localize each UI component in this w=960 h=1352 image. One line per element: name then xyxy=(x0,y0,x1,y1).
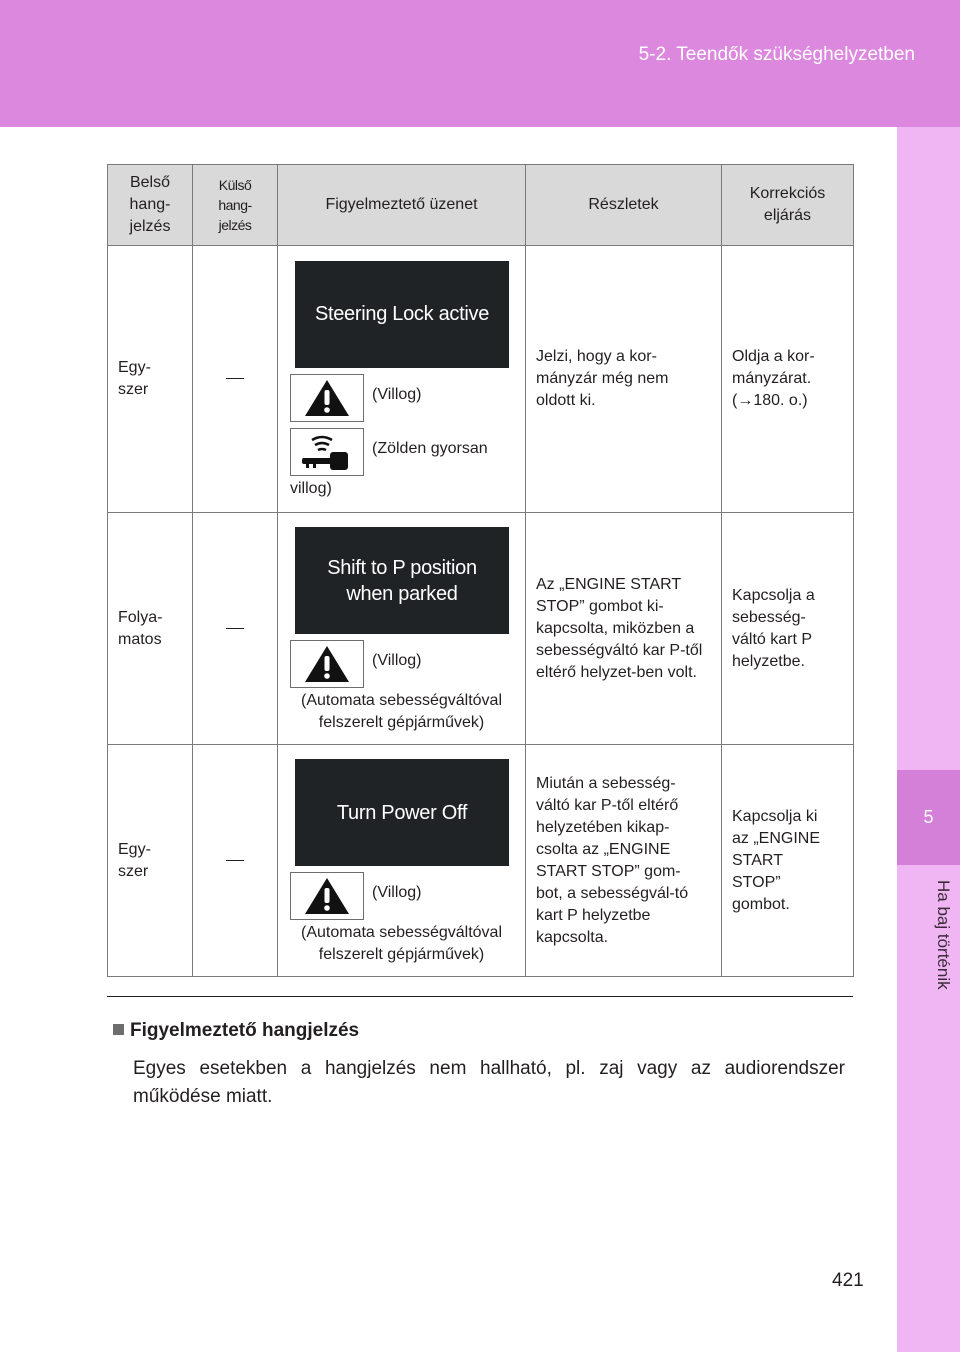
dash-mark xyxy=(226,628,244,629)
vehicle-note: (Automata sebességváltóval felszerelt gépjárművek) xyxy=(301,924,502,963)
table-row xyxy=(108,513,854,745)
section-divider xyxy=(107,996,853,997)
inner-buzzer-cell: Egy-szer xyxy=(108,246,193,513)
icon-note: (Zölden gyorsan xyxy=(372,439,488,457)
correction-cell: Kapcsolja a sebesség-váltó kart P helyzetbe. xyxy=(722,513,854,745)
details-cell: Az „ENGINE START STOP” gombot ki-kapcsolta, miközben a sebességváltó kar P-től eltérő helyzet-ben volt. xyxy=(526,513,722,745)
table-row xyxy=(108,745,854,977)
correction-cell: Oldja a kor-mányzárat. (→180. o.) xyxy=(722,246,854,513)
header-outer-buzzer: Külső hang-jelzés xyxy=(193,165,278,246)
warning-triangle-icon xyxy=(290,872,364,920)
square-bullet-icon xyxy=(113,1024,124,1035)
display-screen: Steering Lock active xyxy=(295,261,509,368)
dash-mark xyxy=(226,860,244,861)
header-details: Részletek xyxy=(526,165,722,246)
icon-note-continued: villog) xyxy=(290,479,332,497)
section-title: 5-2. Teendők szükséghelyzetben xyxy=(638,44,915,65)
message-cell xyxy=(278,246,526,513)
inner-buzzer-cell: Folya-matos xyxy=(108,513,193,745)
warning-triangle-icon xyxy=(290,374,364,422)
outer-buzzer-cell xyxy=(193,246,278,513)
section-heading: Figyelmeztető hangjelzés xyxy=(113,1020,359,1042)
header-correction: Korrekciós eljárás xyxy=(722,165,854,246)
header-inner-buzzer: Belső hang-jelzés xyxy=(108,165,193,246)
icon-note: (Villog) xyxy=(372,652,422,669)
message-cell xyxy=(278,513,526,745)
vehicle-note: (Automata sebességváltóval felszerelt gépjárművek) xyxy=(301,692,502,731)
table-row xyxy=(108,246,854,513)
chapter-title-tab: Ha baj történik xyxy=(934,880,953,990)
display-screen: Shift to P position when parked xyxy=(295,527,509,634)
details-cell: Jelzi, hogy a kor-mányzár még nem oldott ki. xyxy=(526,246,722,513)
inner-buzzer-cell: Egy-szer xyxy=(108,745,193,977)
display-screen: Turn Power Off xyxy=(295,759,509,866)
details-cell: Miután a sebesség-váltó kar P-től eltérő helyzetében kikap-csolta az „ENGINE START STOP” gom-bot, a sebességvál-tó kart P helyzetbe kapcsolta. xyxy=(526,745,722,977)
message-cell xyxy=(278,745,526,977)
dash-mark xyxy=(226,378,244,379)
outer-buzzer-cell xyxy=(193,745,278,977)
icon-note: (Villog) xyxy=(372,884,422,901)
warning-table xyxy=(107,164,854,977)
chapter-tab-strip xyxy=(897,127,960,1352)
correction-cell: Kapcsolja ki az „ENGINE START STOP” gombot. xyxy=(722,745,854,977)
chapter-number-tab: 5 xyxy=(897,770,960,865)
smart-key-icon xyxy=(290,428,364,476)
section-body: Egyes esetekben a hangjelzés nem hallható, pl. zaj vagy az audiorendszer működése miatt. xyxy=(133,1058,845,1107)
page-number: 421 xyxy=(832,1270,864,1291)
outer-buzzer-cell xyxy=(193,513,278,745)
icon-note: (Villog) xyxy=(372,385,422,403)
header-message: Figyelmeztető üzenet xyxy=(278,165,526,246)
page-header xyxy=(0,0,960,127)
table-header-row xyxy=(108,165,854,246)
warning-triangle-icon xyxy=(290,640,364,688)
